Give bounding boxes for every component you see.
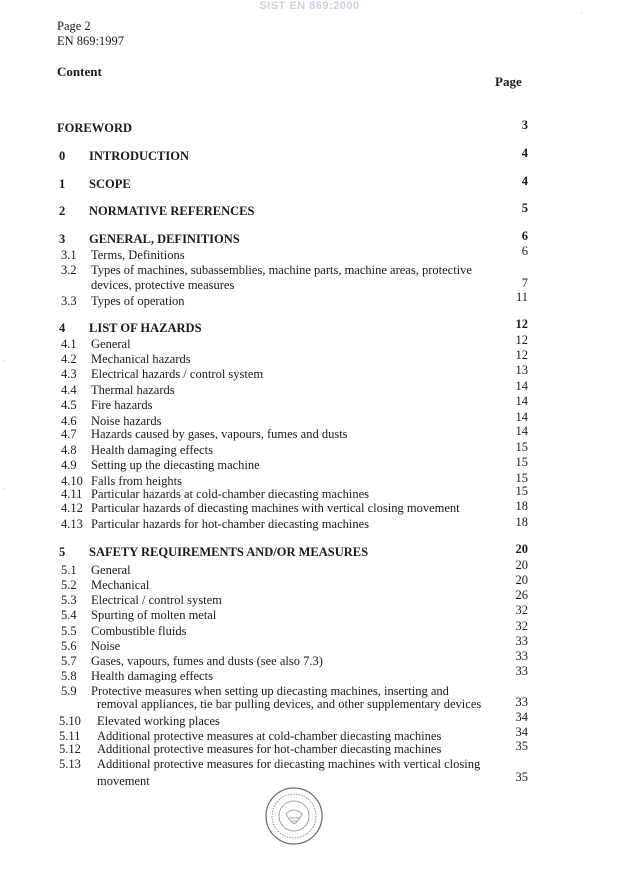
toc-number: 4.8 bbox=[61, 443, 77, 457]
toc-page: 35 bbox=[515, 739, 528, 753]
toc-number: 5.9 bbox=[61, 684, 77, 698]
toc-number: 5 bbox=[59, 545, 66, 559]
toc-number: 3.1 bbox=[61, 248, 77, 262]
toc-label: Particular hazards of diecasting machines with vertical closing movement bbox=[91, 501, 460, 515]
toc-label: Hazards caused by gases, vapours, fumes and dusts bbox=[91, 427, 348, 441]
toc-row-introduction bbox=[0, 146, 619, 165]
toc-label: General bbox=[91, 337, 131, 351]
toc-number: 4.12 bbox=[61, 501, 83, 515]
toc-label: Additional protective measures at cold-chamber diecasting machines bbox=[97, 729, 442, 743]
toc-label: Noise bbox=[91, 639, 121, 653]
toc-number: 1 bbox=[59, 177, 66, 191]
toc-label: Spurting of molten metal bbox=[91, 608, 217, 622]
toc-label: SCOPE bbox=[89, 177, 131, 191]
toc-page: 12 bbox=[515, 348, 528, 362]
toc-page: 4 bbox=[521, 146, 528, 160]
toc-number: 4.3 bbox=[61, 367, 77, 381]
toc-number: 4.10 bbox=[61, 474, 83, 488]
toc-label: NORMATIVE REFERENCES bbox=[89, 204, 255, 218]
toc-number: 4.9 bbox=[61, 458, 77, 472]
toc-label: Mechanical hazards bbox=[91, 352, 191, 366]
document-number: EN 869:1997 bbox=[57, 34, 125, 48]
toc-row-normative-references bbox=[0, 201, 619, 220]
toc-number: 4.11 bbox=[61, 487, 83, 501]
toc-page: 33 bbox=[515, 664, 528, 678]
toc-number: 5.7 bbox=[61, 654, 77, 668]
toc-label: Elevated working places bbox=[97, 714, 220, 728]
toc-page: 33 bbox=[515, 634, 528, 648]
toc-label: Types of operation bbox=[91, 294, 185, 308]
toc-page: 14 bbox=[515, 379, 528, 393]
toc-label: Terms, Definitions bbox=[91, 248, 185, 262]
toc-label: Thermal hazards bbox=[91, 383, 175, 397]
toc-page: 6 bbox=[521, 229, 528, 243]
toc-page: 34 bbox=[515, 710, 528, 724]
toc-page: 3 bbox=[521, 118, 528, 132]
scan-speck: · bbox=[2, 356, 5, 366]
toc-number: 4.13 bbox=[61, 517, 83, 531]
toc-page: 15 bbox=[515, 455, 528, 469]
toc-number: 5.4 bbox=[61, 608, 77, 622]
toc-page: 18 bbox=[515, 499, 528, 513]
toc-number: 2 bbox=[59, 204, 66, 218]
toc-page: 12 bbox=[515, 317, 528, 331]
toc-number: 5.13 bbox=[59, 757, 81, 771]
toc-label: General bbox=[91, 563, 131, 577]
toc-row bbox=[0, 290, 619, 310]
toc-label: Types of machines, subassemblies, machine parts, machine areas, protective bbox=[91, 263, 472, 277]
toc-label: Particular hazards at cold-chamber diecasting machines bbox=[91, 487, 370, 501]
toc-label: Electrical hazards / control system bbox=[91, 367, 264, 381]
toc-label: LIST OF HAZARDS bbox=[89, 321, 202, 335]
toc-number: 0 bbox=[59, 149, 66, 163]
toc-page: 12 bbox=[515, 333, 528, 347]
toc-label: Protective measures when setting up diecasting machines, inserting and bbox=[91, 684, 449, 698]
toc-page: 15 bbox=[515, 471, 528, 485]
toc-page: 6 bbox=[521, 244, 528, 258]
toc-row bbox=[0, 517, 619, 533]
toc-label: INTRODUCTION bbox=[89, 149, 190, 163]
toc-number: 5.10 bbox=[59, 714, 81, 728]
toc-number: 4.5 bbox=[61, 398, 77, 412]
toc-number: 4.6 bbox=[61, 414, 77, 428]
toc-number: 5.5 bbox=[61, 624, 77, 638]
page-column-title: Page bbox=[495, 74, 522, 89]
toc-number: 4.7 bbox=[61, 427, 77, 441]
toc-page: 15 bbox=[515, 484, 528, 498]
toc-row-scope bbox=[0, 174, 619, 193]
toc-page: 33 bbox=[515, 695, 528, 709]
toc-label: Electrical / control system bbox=[91, 593, 222, 607]
toc-page: 20 bbox=[515, 542, 528, 556]
toc-page: 20 bbox=[515, 558, 528, 572]
toc-page: 14 bbox=[515, 394, 528, 408]
toc-number: 5.3 bbox=[61, 593, 77, 607]
toc-number: 4 bbox=[59, 321, 66, 335]
toc-row bbox=[0, 244, 619, 264]
toc-page: 11 bbox=[515, 290, 528, 304]
toc-page: 18 bbox=[515, 515, 528, 529]
toc-number: 5.11 bbox=[59, 729, 81, 743]
toc-number: 5.1 bbox=[61, 563, 77, 577]
toc-label: FOREWORD bbox=[57, 121, 132, 135]
toc-label: GENERAL, DEFINITIONS bbox=[89, 232, 240, 246]
watermark: SIST EN 869:2000 bbox=[259, 0, 360, 12]
toc-page: 14 bbox=[515, 410, 528, 424]
toc-page: 7 bbox=[521, 276, 528, 290]
toc-label: Setting up the diecasting machine bbox=[91, 458, 260, 472]
toc-continuation: movement bbox=[97, 774, 150, 788]
toc-number: 4.2 bbox=[61, 352, 77, 366]
toc-page: 35 bbox=[515, 770, 528, 784]
toc-row bbox=[0, 739, 619, 758]
toc-page: 15 bbox=[515, 440, 528, 454]
toc-number: 4.4 bbox=[61, 383, 77, 397]
toc-page: 33 bbox=[515, 649, 528, 663]
toc-label: Additional protective measures for diecasting machines with vertical closing bbox=[97, 757, 481, 771]
toc-label: Fire hazards bbox=[91, 398, 153, 412]
toc-number: 5.12 bbox=[59, 742, 81, 756]
toc-label: SAFETY REQUIREMENTS AND/OR MEASURES bbox=[89, 545, 369, 559]
toc-page: 4 bbox=[521, 174, 528, 188]
toc-page: 34 bbox=[515, 725, 528, 739]
toc-number: 3.3 bbox=[61, 294, 77, 308]
toc-number: 5.8 bbox=[61, 669, 77, 683]
toc-page: 32 bbox=[515, 619, 528, 633]
toc-continuation: removal appliances, tie bar pulling devices, and other supplementary devices bbox=[97, 697, 482, 711]
toc-label: Noise hazards bbox=[91, 414, 162, 428]
toc-page: 26 bbox=[515, 588, 528, 602]
toc-row bbox=[0, 664, 619, 685]
page-number: Page 2 bbox=[57, 19, 91, 33]
toc-page: 5 bbox=[521, 201, 528, 215]
toc-label: Health damaging effects bbox=[91, 669, 213, 683]
toc-page: 14 bbox=[515, 424, 528, 438]
toc-label: Combustible fluids bbox=[91, 624, 187, 638]
toc-page: 13 bbox=[515, 363, 528, 377]
toc-number: 3 bbox=[59, 232, 66, 246]
toc-continuation: devices, protective measures bbox=[91, 278, 235, 292]
toc-number: 4.1 bbox=[61, 337, 77, 351]
toc-number: 5.6 bbox=[61, 639, 77, 653]
content-title: Content bbox=[57, 64, 102, 79]
toc-number: 5.2 bbox=[61, 578, 77, 592]
toc-label: Gases, vapours, fumes and dusts (see also 7.3) bbox=[91, 654, 323, 668]
toc-row-foreword bbox=[0, 118, 619, 137]
toc-label: Health damaging effects bbox=[91, 443, 213, 457]
scan-speck: · bbox=[2, 484, 5, 494]
toc-label: Mechanical bbox=[91, 578, 150, 592]
toc-label: Falls from heights bbox=[91, 474, 182, 488]
toc-label: Additional protective measures for hot-chamber diecasting machines bbox=[97, 742, 442, 756]
stamp-seal-icon bbox=[264, 786, 324, 846]
toc-label: Particular hazards for hot-chamber diecasting machines bbox=[91, 517, 370, 531]
toc-page: 32 bbox=[515, 603, 528, 617]
scan-speck: · bbox=[580, 8, 583, 18]
toc-page: 20 bbox=[515, 573, 528, 587]
toc-number: 3.2 bbox=[61, 263, 77, 277]
